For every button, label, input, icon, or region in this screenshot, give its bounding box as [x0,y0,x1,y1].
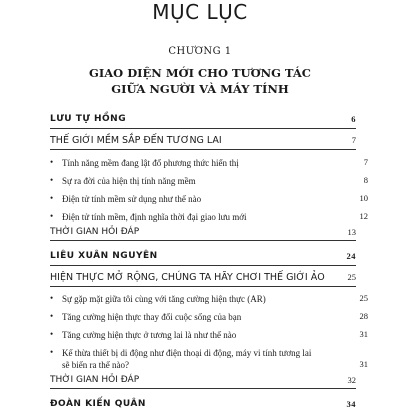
toc-item-label: Sự ra đời của hiện thị tính năng mềm [62,176,196,186]
toc-author[interactable] [50,399,356,409]
toc-page-number: 7 [351,135,356,145]
toc-page-number: 6 [351,114,356,124]
toc-author[interactable] [50,114,356,124]
toc-qa-label: THỜI GIAN HỎI ĐÁP [50,375,140,385]
toc-author-label: LƯU TỰ HỒNG [50,114,127,124]
chapter-label: CHƯƠNG 1 [168,46,232,57]
bullet-icon: • [50,311,54,321]
toc-author-label: ĐOÀN KIẾN QUÂN [50,399,146,409]
toc-item-label: Sự gặp mặt giữa tôi cùng với tăng cường hiện thực (AR) [62,294,266,304]
toc-item[interactable] [50,329,368,341]
toc-item-label: Tính năng mềm đang lật đổ phương thức hiển thị [62,158,239,168]
toc-rule [50,240,356,241]
toc-page-number: 13 [347,227,356,237]
toc-item[interactable] [50,157,368,169]
chapter-title-line1: GIAO DIỆN MỚI CHO TƯƠNG TÁC [89,66,311,80]
toc-qa[interactable] [50,375,356,385]
toc-author[interactable] [50,251,356,261]
bullet-icon: • [50,347,54,357]
toc-page-number: 31 [359,329,368,339]
toc-page-number: 10 [359,193,368,203]
toc-rule [50,265,356,266]
toc-author-label: LIÊU XUÂN NGUYÊN [50,251,158,261]
bullet-icon: • [50,211,54,221]
toc-rule [50,388,356,389]
toc-item-label: Kế thừa thiết bị di động như điện thoại di động, máy vi tính tương lai sẽ biến ra thế nào? [62,348,312,370]
page-title: MỤC LỤC [152,0,248,24]
toc-page-number: 34 [346,399,356,409]
toc-page-number: 32 [347,375,356,385]
toc-qa-label: THỜI GIAN HỎI ĐÁP [50,227,140,237]
toc-item[interactable] [50,311,368,323]
toc-page-number: 12 [359,211,368,221]
toc-item-label: Điện tử tính mềm, định nghĩa thời đại giao lưu mới [62,212,247,222]
toc-section-label: HIỆN THỰC MỞ RỘNG, CHÚNG TA HÃY CHƠI THẾ GIỚI ẢO [50,272,325,283]
toc-rule [50,128,356,129]
toc-item-label: Tăng cường hiện thực thay đổi cuộc sống của bạn [62,312,242,322]
toc-item-label: Điện tử tính mềm sử dụng như thế nào [62,194,202,204]
toc-page-number: 8 [363,175,368,185]
toc-page-number: 28 [359,311,368,321]
toc-qa[interactable] [50,227,356,237]
bullet-icon: • [50,293,54,303]
toc-rule [50,149,356,150]
toc-item-label: Tăng cường hiện thực ở tương lai là như thế nào [62,330,237,340]
toc-section-label: THẾ GIỚI MỀM SẮP ĐẾN TƯƠNG LAI [50,135,222,146]
toc-section[interactable] [50,272,356,283]
toc-page-number: 25 [359,293,368,303]
bullet-icon: • [50,157,54,167]
toc-item[interactable] [50,293,368,305]
toc-page-number: 25 [347,272,356,282]
toc-section[interactable] [50,135,356,146]
toc-list [50,110,368,409]
toc-item[interactable] [50,347,368,371]
toc-item[interactable] [50,193,368,205]
chapter-title-line2: GIỮA NGƯỜI VÀ MÁY TÍNH [111,82,289,96]
toc-rule [50,286,356,287]
toc-page-number: 24 [346,251,356,261]
toc-page-number: 7 [363,157,368,167]
toc-item[interactable] [50,211,368,223]
bullet-icon: • [50,193,54,203]
bullet-icon: • [50,329,54,339]
bullet-icon: • [50,175,54,185]
toc-page-number: 31 [359,359,368,369]
toc-item[interactable] [50,175,368,187]
